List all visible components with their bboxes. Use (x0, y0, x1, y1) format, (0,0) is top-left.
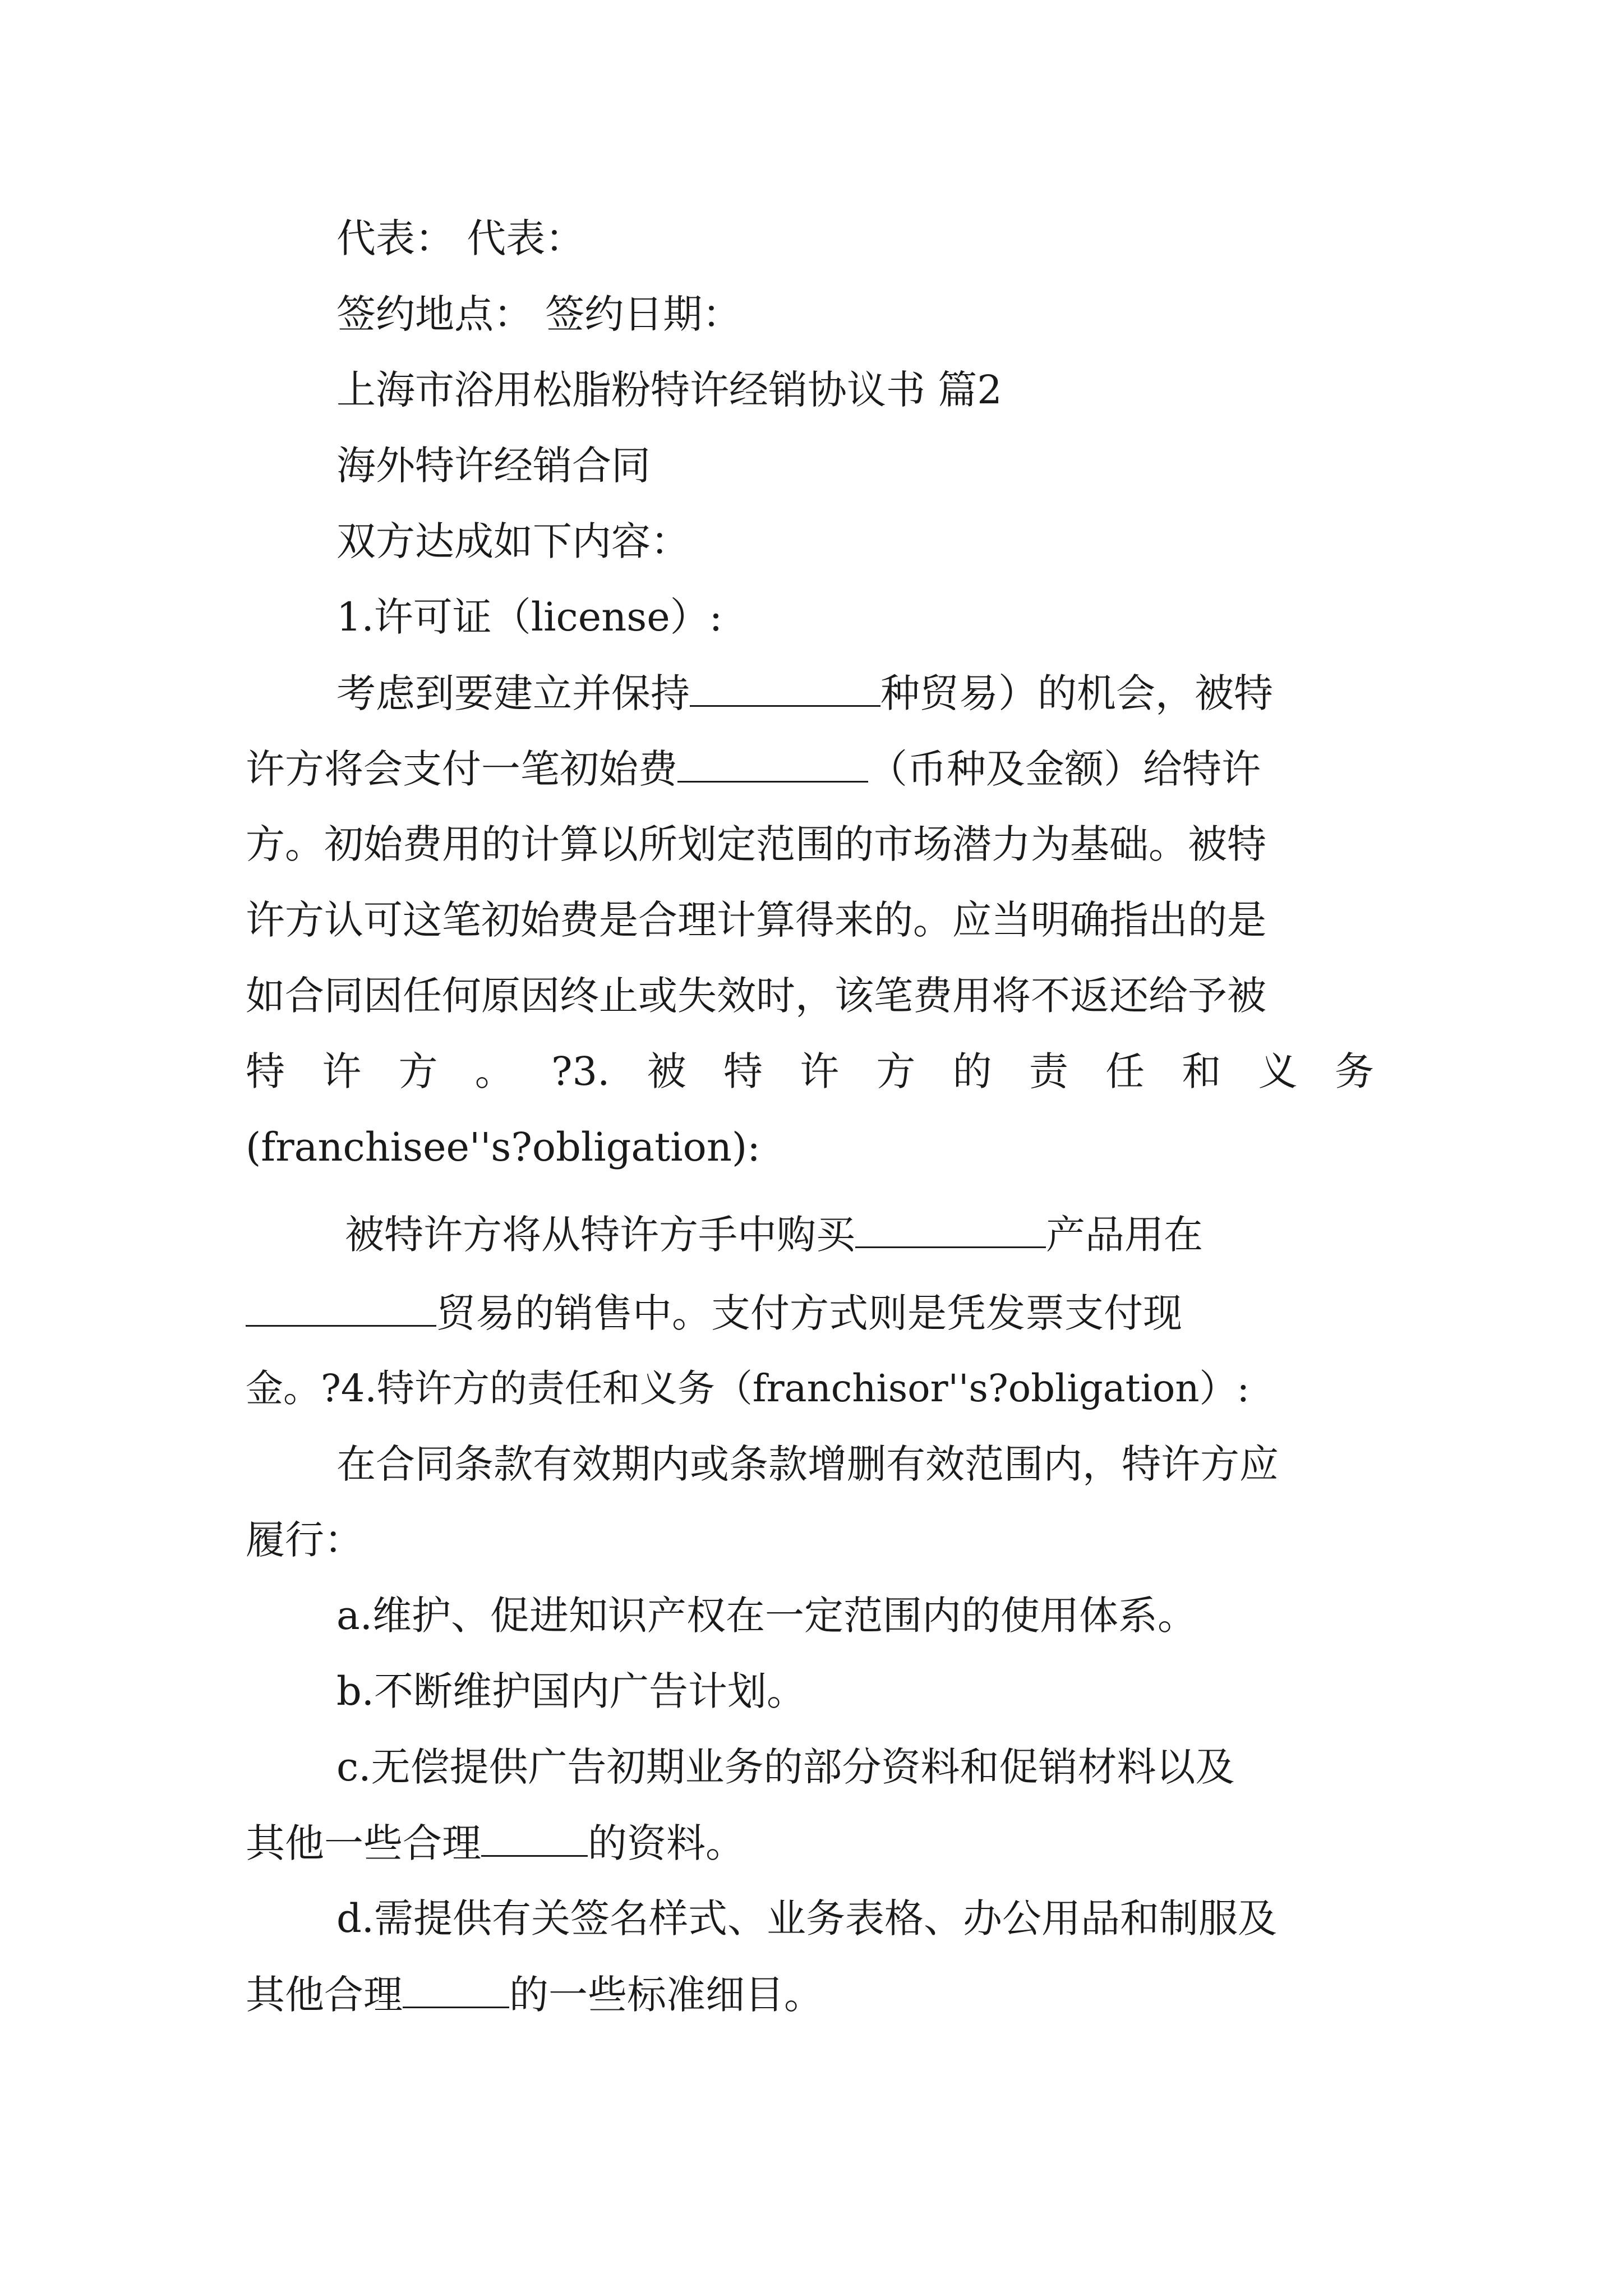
item-d-line2-text-b: 的一些标准细目。 (509, 1972, 823, 2018)
word: 义 (1258, 1048, 1298, 1094)
word: ?3. (551, 1048, 610, 1094)
word: 的 (952, 1048, 992, 1094)
word: 方 (876, 1048, 916, 1094)
contract-subtitle: 海外特许经销合同 (336, 443, 651, 489)
item-d-line2 (246, 1966, 823, 2022)
word: 任 (1105, 1048, 1145, 1094)
item-a: a.维护、促进知识产权在一定范围内的使用体系。 (336, 1593, 1197, 1639)
para1-line6 (246, 1043, 1374, 1099)
word: 许 (322, 1048, 362, 1094)
para1-line2-text-b: （币种及金额）给特许 (868, 746, 1261, 792)
item-c-line2-text-b: 的资料。 (588, 1820, 745, 1866)
para2-line2-text: 贸易的销售中。支付方式则是凭发票支付现 (436, 1290, 1182, 1336)
fill-in-blank (246, 1285, 436, 1327)
item-c-line2-text-a: 其他一些合理 (246, 1820, 481, 1866)
word: 责 (1029, 1048, 1068, 1094)
para1-line5: 如合同因任何原因终止或失效时，该笔费用将不返还给予被 (246, 973, 1266, 1019)
word: 方 (398, 1048, 438, 1094)
item-c-line1: c.无偿提供广告初期业务的部分资料和促销材料以及 (336, 1744, 1235, 1790)
fill-in-blank (403, 1966, 509, 2008)
word: 特 (723, 1048, 763, 1094)
item-d-line1: d.需提供有关签名样式、业务表格、办公用品和制服及 (336, 1895, 1278, 1941)
para3-line1: 在合同条款有效期内或条款增删有效范围内，特许方应 (336, 1441, 1279, 1487)
item-b: b.不断维护国内广告计划。 (336, 1668, 806, 1714)
para2-line3: 金。?4.特许方的责任和义务（franchisor''s?obligation）: (246, 1366, 1250, 1410)
word: 务 (1334, 1048, 1374, 1094)
para1-line7: (franchisee''s?obligation): (246, 1124, 760, 1170)
fill-in-blank (481, 1815, 588, 1857)
item-c-line2 (246, 1815, 745, 1871)
agreement-intro: 双方达成如下内容： (336, 518, 690, 564)
para2-line1-text-a: 被特许方将从特许方手中购买 (345, 1212, 855, 1258)
para1-line2 (246, 740, 1261, 797)
para2-line2 (246, 1285, 1182, 1341)
para2-line1 (345, 1206, 1203, 1262)
signing-place-date-line: 签约地点： 签约日期： (336, 291, 742, 337)
item-d-line2-text-a: 其他合理 (246, 1972, 403, 2018)
word: 特 (246, 1048, 285, 1094)
fill-in-blank (855, 1206, 1046, 1248)
representative-line: 代表： 代表： (336, 215, 585, 261)
para1-line1 (336, 665, 1273, 721)
license-heading: 1.许可证（license）: (336, 594, 723, 640)
word: 被 (647, 1048, 686, 1094)
word: 许 (800, 1048, 840, 1094)
fill-in-blank (690, 665, 880, 707)
fill-in-blank (677, 740, 868, 783)
para1-line1-text-b: 种贸易）的机会，被特 (880, 670, 1273, 716)
para1-line3: 方。初始费用的计算以所划定范围的市场潜力为基础。被特 (246, 821, 1266, 867)
para2-line1-text-b: 产品用在 (1046, 1212, 1203, 1258)
para3-line2: 履行： (246, 1517, 363, 1563)
section-title: 上海市浴用松脂粉特许经销协议书 篇2 (336, 367, 1002, 413)
para1-line4: 许方认可这笔初始费是合理计算得来的。应当明确指出的是 (246, 897, 1266, 943)
word: 。 (474, 1048, 514, 1094)
word: 和 (1182, 1048, 1221, 1094)
para1-line1-text-a: 考虑到要建立并保持 (336, 670, 690, 716)
para1-line2-text-a: 许方将会支付一笔初始费 (246, 746, 677, 792)
